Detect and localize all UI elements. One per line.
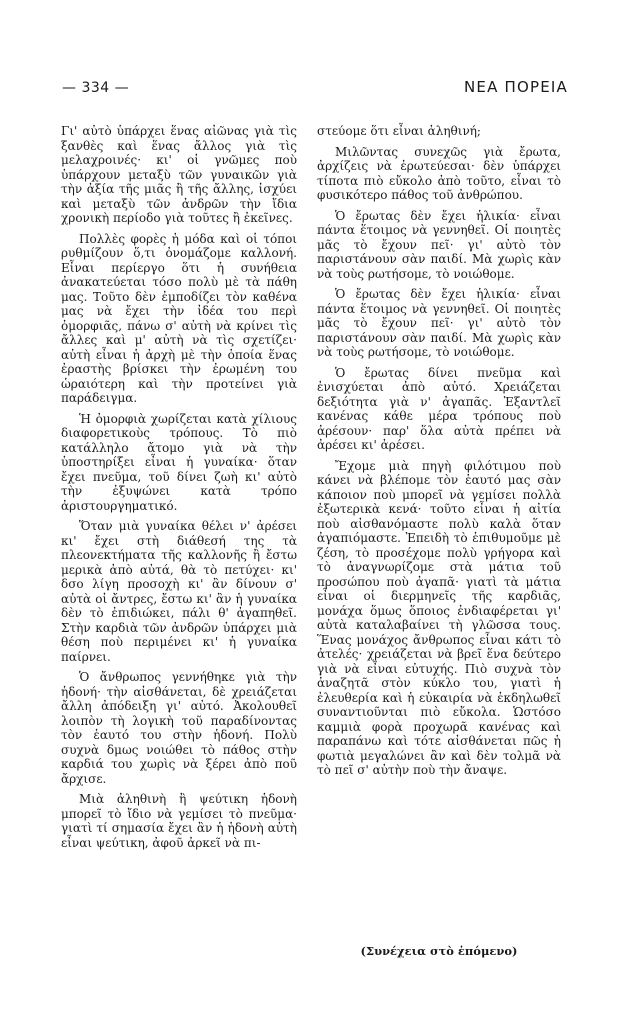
journal-title: ΝΕΑ ΠΟΡΕΙΑ [463,78,568,96]
page-number: — 334 — [62,80,130,96]
paragraph: Πολλὲς φορὲς ἡ μόδα καὶ οἱ τόποι ρυθμίζουν ὅ,τι ὀνομάζομε καλλονή. Εἶναι περίεργο ὅτι ἡ συνήθεια ἀνακατεύεται τόσο πολὺ μὲ τὰ πάθη μας. Τοῦτο δὲν ἐμποδίζει τὸν καθένα μας νὰ ἔχει τὴν ἰδέα του περὶ ὀμορφιᾶς, πάνω σ' αὐτὴ νὰ κρίνει τὶς ἄλλες καὶ μ' αὐτὴ νὰ τὶς σχετίζει· αὐτὴ εἶναι ἡ ἀρχὴ μὲ τὴν ὁποία ἕνας ἐραστὴς βρίσκει τὴν ἐρωμένη του ὡραιότερη καὶ τὴν προτείνει γιὰ παράδειγμα. [61,231,297,405]
paragraph: στεύομε ὅτι εἶναι ἀληθινή; [317,124,481,138]
left-column [61,124,297,856]
paragraph: Μιλῶντας συνεχῶς γιὰ ἔρωτα, ἀρχίζεις νὰ ἐρωτεύεσαι· δὲν ὑπάρχει τίποτα πιὸ εὔκολο ἀπὸ τοῦτο, εἶναι τὸ φυσικότερο πάθος τοῦ ἀνθρώπου. [317,144,561,202]
paragraph: Ὁ ἔρωτας δίνει πνεῦμα καὶ ἐνισχύεται ἀπὸ αὐτό. Χρειάζεται δεξιότητα γιὰ ν' ἀγαπᾶς. Ἐξαντλεῖ κανένας κάθε μέρα τρόπους ποὺ ἀρέσουν· παρ' ὅλα αὐτὰ πρέπει νὰ ἀρέσει κι' ἀρέσει. [317,365,561,452]
paragraph: Ἡ ὀμορφιὰ χωρίζεται κατὰ χίλιους διαφορετικοὺς τρόπους. Τὸ πιὸ κατάλληλο ἄτομο γιὰ νὰ τὴν ὑποστηρίξει εἶναι ἡ γυναίκα· ὅταν ἔχει πνεῦμα, τοῦ δίνει ζωὴ κι' αὐτὸ τὴν ἐξυψώνει κατὰ τρόπο ἀριστουργηματικό. [61,411,297,513]
paragraph: Ὅταν μιὰ γυναίκα θέλει ν' ἀρέσει κι' ἔχει στὴ διάθεσή της τὰ πλεονεκτήματα τῆς καλλονῆς ἢ ἔστω μερικὰ ἀπὸ αὐτά, θὰ τὸ πετύχει· κι' δσο λίγη προσοχὴ κι' ἂν δίνουν σ' αὐτὰ οἱ ἄντρες, ἔστω κι' ἂν ἡ γυναίκα δὲν τὸ ἐπιδιώκει, πάλι θ' ἀγαπηθεῖ. Στὴν καρδιὰ τῶν ἀνδρῶν ὑπάρχει μιὰ θέση ποὺ περιμένει κι' ἡ γυναίκα παίρνει. [61,519,297,664]
paragraph: Ὁ ἔρωτας δὲν ἔχει ἡλικία· εἶναι πάντα ἕτοιμος νὰ γεννηθεῖ. Οἱ ποιητὲς μᾶς τὸ ἔχουν πεῖ· γι' αὐτὸ τὸν παριστάνουν σὰν παιδί. Μὰ χωρὶς κὰν νὰ τοὺς ρωτήσομε, τὸ νοιώθομε. [317,287,561,359]
continuation-note: (Συνέχεια στὸ ἑπόμενο) [360,944,518,958]
page-header [0,0,626,110]
right-column [317,124,561,784]
paragraph: Ὁ ἔρωτας δὲν ἔχει ἡλικία· εἶναι πάντα ἕτοιμος νὰ γεννηθεῖ. Οἱ ποιητὲς μᾶς τὸ ἔχουν πεῖ· γι' αὐτὸ τὸν παριστάνουν σὰν παιδί. Μὰ χωρὶς κὰν νὰ τοὺς ρωτήσομε, τὸ νοιώθομε. [317,208,561,281]
paragraph: Ὁ ἄνθρωπος γεννήθηκε γιὰ τὴν ἡδονή· τὴν αἰσθάνεται, δὲ χρειάζεται ἄλλη ἀπόδειξη γι' αὐτό. Ἀκολουθεῖ λοιπὸν τὴ λογικὴ τοῦ παραδίνοντας τὸν ἑαυτό του στὴν ἡδονή. Πολὺ συχνὰ δμως νοιώθει τὸ πάθος στὴν καρδιά του χωρὶς νὰ ξέρει ἀπὸ ποῦ ἄρχισε. [61,670,297,786]
paragraph: Ἔχομε μιὰ πηγὴ φιλότιμου ποὺ κάνει νὰ βλέπομε τὸν ἑαυτό μας σὰν κάποιον ποὺ μπορεῖ νὰ γεμίσει πολλὰ ἐξωτερικὰ κενά· τοῦτο εἶναι ἡ αἰτία ποὺ αἰσθανόμαστε πολὺ καλὰ ὅταν ἀγαπιόμαστε. Ἐπειδὴ τὸ ἐπιθυμοῦμε μὲ ζέση, τὸ προσέχομε πολὺ γρήγορα καὶ τὸ ἀναγνωρίζομε στὰ μάτια τοῦ προσώπου ποὺ ἀγαπᾶ· γιατὶ τὰ μάτια εἶναι οἱ διερμηνεῖς τῆς καρδιᾶς, μονάχα ὅμως ὅποιος ἐνδιαφέρεται γι' αὐτὰ καταλαβαίνει τὴ γλῶσσα τους. Ἕνας μονάχος ἄνθρωπος εἶναι κάτι τὸ ἀτελές· χρειάζεται νὰ βρεῖ ἕνα δεύτερο γιὰ νὰ εἶναι εὐτυχής. Πιὸ συχνὰ τὸν ἀναζητᾶ στὸν κύκλο του, γιατὶ ἡ ἐλευθερία καὶ ἡ εὐκαιρία νὰ ἐκδηλωθεῖ συναντιοῦνται πιὸ εὔκολα. Ὡστόσο καμμιὰ φορὰ προχωρᾶ κανένας καὶ παραπάνω καὶ τότε αἰσθάνεται πῶς ἡ φωτιὰ μεγαλώνει ἂν καὶ δὲν τολμᾶ νὰ τὸ πεῖ σ' αὐτὴν ποὺ τὴν ἄναψε. [317,458,561,777]
paragraph: Μιὰ ἀληθινὴ ἢ ψεύτικη ἡδονὴ μπορεῖ τὸ ἴδιο νὰ γεμίσει τὸ πνεῦμα· γιατὶ τί σημασία ἔχει ἂν ἡ ἡδονὴ αὐτὴ εἶναι ψεύτικη, ἀφοῦ ἀρκεῖ νὰ πι- [61,792,297,850]
paragraph: Γι' αὐτὸ ὑπάρχει ἕνας αἰῶνας γιὰ τὶς ξανθὲς καὶ ἕνας ἄλλος γιὰ τὶς μελαχροινές· κι' οἱ γνῶμες ποὺ ὑπάρχουν μεταξὺ τῶν γυναικῶν γιὰ τὴν ἀξία τῆς μιᾶς ἢ τῆς ἄλλης, ἰσχύει καὶ μεταξὺ τῶν ἀνδρῶν τὴν ἴδια χρονικὴ περίοδο γιὰ τοῦτες ἢ ἐκεῖνες. [61,124,297,225]
